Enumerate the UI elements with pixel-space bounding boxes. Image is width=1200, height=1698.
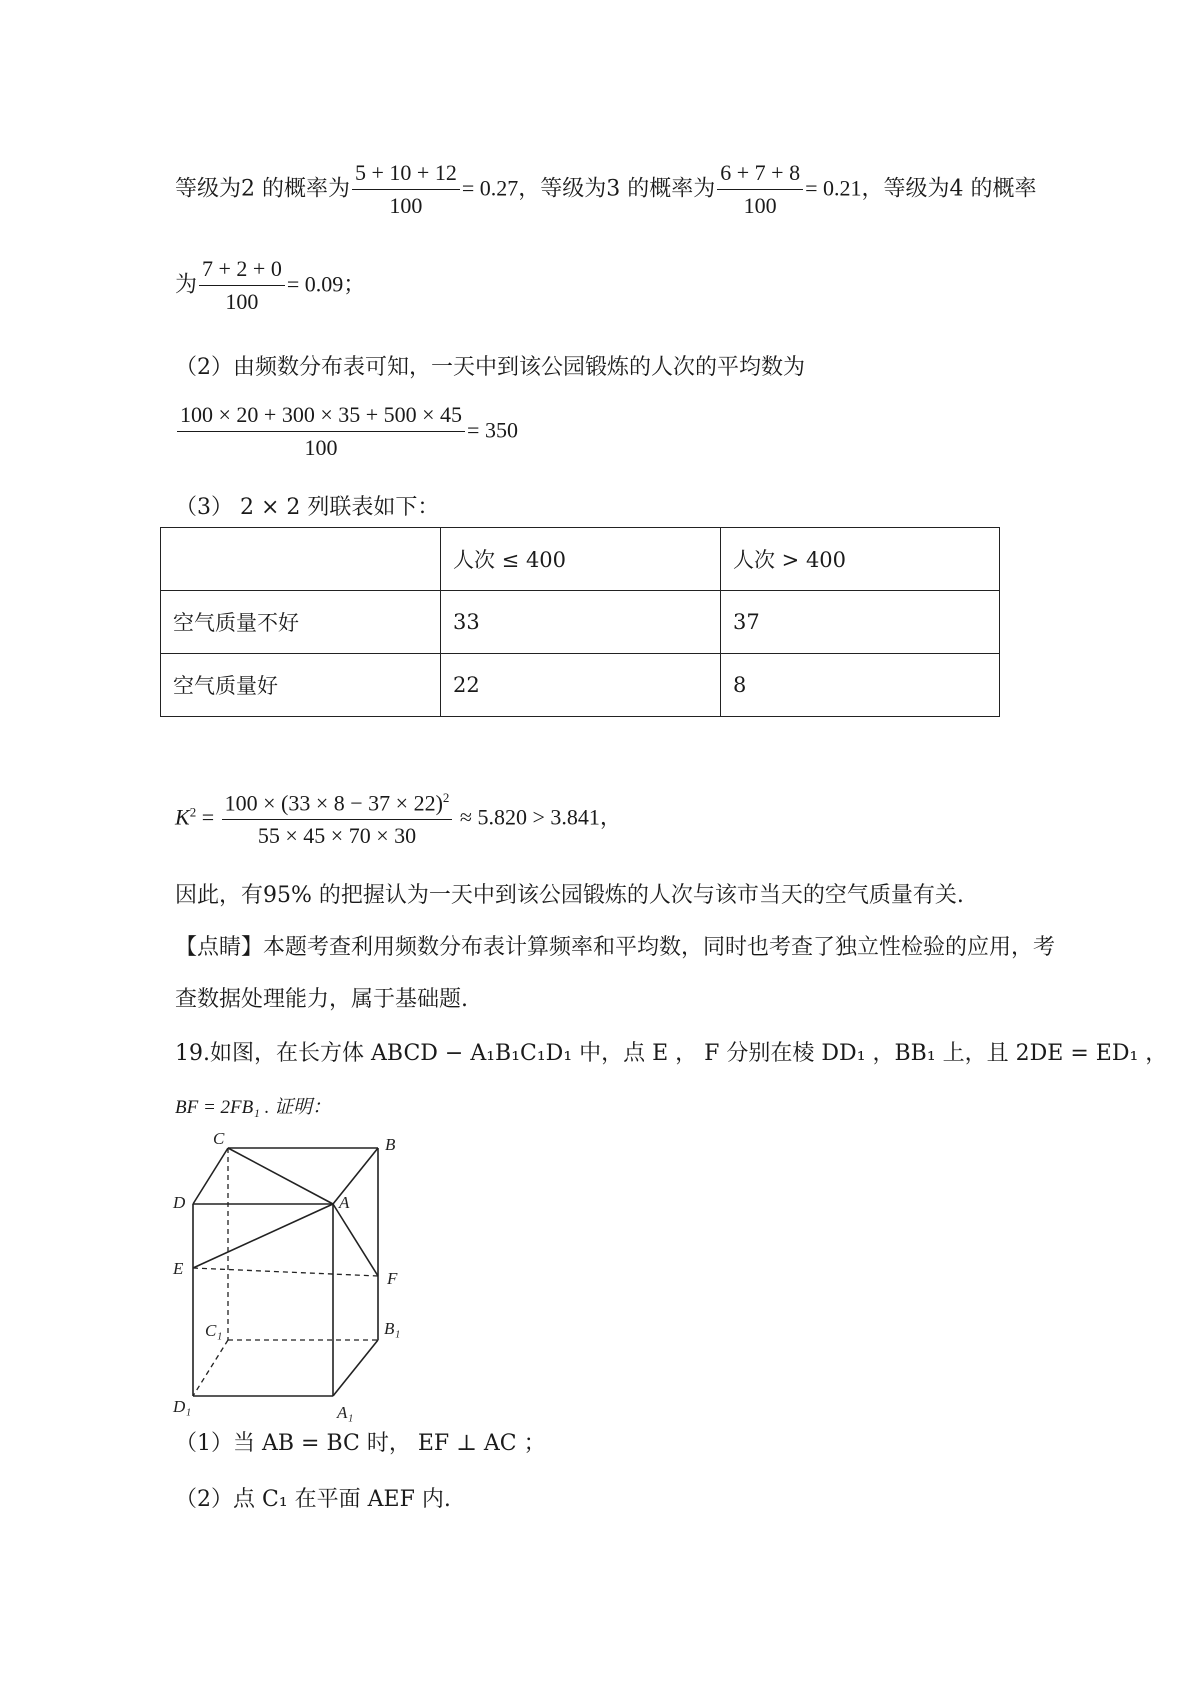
- edge-A1B1: [333, 1340, 378, 1396]
- fraction-denominator: 100: [389, 193, 423, 218]
- label-B: B: [385, 1135, 396, 1154]
- table-cell: 人次 > 400: [721, 528, 1000, 591]
- result: = 0.27: [461, 175, 519, 201]
- comment-line-1: 【点睛】本题考查利用频数分布表计算频率和平均数，同时也考查了独立性检验的应用，考: [175, 935, 1056, 960]
- table-row: [161, 591, 1000, 654]
- segment-EA: [193, 1204, 333, 1268]
- text-segment: ；: [343, 272, 366, 298]
- segment-AF: [333, 1204, 378, 1276]
- table-cell: 22: [441, 654, 721, 717]
- hidden-edge-C1D1: [193, 1340, 228, 1396]
- comment-line-2: 查数据处理能力，属于基础题.: [175, 987, 468, 1012]
- fraction: [352, 160, 460, 219]
- table-cell: 37: [721, 591, 1000, 654]
- exponent: 2: [189, 804, 197, 820]
- fraction: [177, 402, 465, 461]
- table-cell: 33: [441, 591, 721, 654]
- result: = 0.21: [805, 175, 862, 201]
- label-E: E: [173, 1259, 184, 1278]
- probability-line-2: [175, 256, 365, 315]
- label-B1: B₁: [384, 1319, 401, 1338]
- edge-CD: [193, 1148, 228, 1204]
- table-row: [161, 654, 1000, 717]
- numerator-text: 100 × (33 × 8 − 37 × 22): [224, 790, 443, 816]
- result: = 350: [467, 417, 518, 443]
- table-cell: [161, 528, 441, 591]
- fraction-numerator: [222, 790, 453, 820]
- fraction: [222, 790, 453, 849]
- fraction-denominator: 55 × 45 × 70 × 30: [257, 823, 417, 849]
- table-cell: 人次 ≤ 400: [441, 528, 721, 591]
- fraction-denominator: 100: [304, 435, 338, 460]
- label-C: C: [213, 1129, 225, 1148]
- label-D1: D₁: [173, 1397, 192, 1416]
- conclusion: 因此，有95% 的把握认为一天中到该公园锻炼的人次与该市当天的空气质量有关.: [175, 883, 964, 908]
- hidden-segment-EF: [193, 1268, 378, 1276]
- contingency-table: [160, 527, 1000, 717]
- fraction-denominator: 100: [743, 193, 777, 218]
- average-formula: [175, 402, 518, 461]
- fraction: [199, 256, 285, 315]
- probability-line-1: [175, 160, 1037, 219]
- table-cell: 空气质量不好: [161, 591, 441, 654]
- label-A: A: [339, 1193, 350, 1212]
- fraction-numerator: 7 + 2 + 0: [199, 256, 285, 286]
- question-19-line-2: BF = 2FB₁ . 证明：: [175, 1097, 332, 1118]
- table-cell: 8: [721, 654, 1000, 717]
- text-segment: ，等级为4 的概率: [861, 176, 1037, 202]
- label-C1: C₁: [205, 1321, 223, 1340]
- text-segment: 等级为2 的概率为: [175, 176, 350, 202]
- exponent: 2: [442, 790, 450, 805]
- segment-CA: [228, 1148, 333, 1204]
- question-19-line-1: 19.如图，在长方体 ABCD − A₁B₁C₁D₁ 中，点 E ， F 分别在棱 DD₁ ，BB₁ 上，且 2DE = ED₁ ，: [175, 1041, 1168, 1066]
- table-header-row: [161, 528, 1000, 591]
- sub-question-2: （2）点 C₁ 在平面 AEF 内.: [175, 1487, 451, 1512]
- cuboid-figure: [165, 1128, 425, 1423]
- fraction-numerator: 5 + 10 + 12: [352, 160, 460, 190]
- k-squared-formula: [175, 790, 622, 849]
- result: = 0.09: [286, 271, 344, 297]
- label-A1: A₁: [337, 1403, 354, 1422]
- k-symbol: K: [175, 804, 190, 830]
- table-cell: 空气质量好: [161, 654, 441, 717]
- table-intro: （3） 2 × 2 列联表如下：: [175, 495, 440, 520]
- fraction: [717, 160, 803, 219]
- result: ≈ 5.820 > 3.841，: [459, 804, 622, 830]
- label-D: D: [173, 1193, 186, 1212]
- equals-sign: =: [201, 804, 215, 830]
- label-F: F: [387, 1269, 398, 1288]
- fraction-numerator: 100 × 20 + 300 × 35 + 500 × 45: [177, 402, 465, 432]
- fraction-denominator: 100: [225, 289, 259, 314]
- text-segment: ，等级为3 的概率为: [518, 176, 716, 202]
- average-intro: （2）由频数分布表可知，一天中到该公园锻炼的人次的平均数为: [175, 355, 805, 380]
- sub-question-1: （1）当 AB = BC 时， EF ⊥ AC ；: [175, 1431, 546, 1456]
- fraction-numerator: 6 + 7 + 8: [717, 160, 803, 190]
- text-segment: 为: [175, 272, 198, 298]
